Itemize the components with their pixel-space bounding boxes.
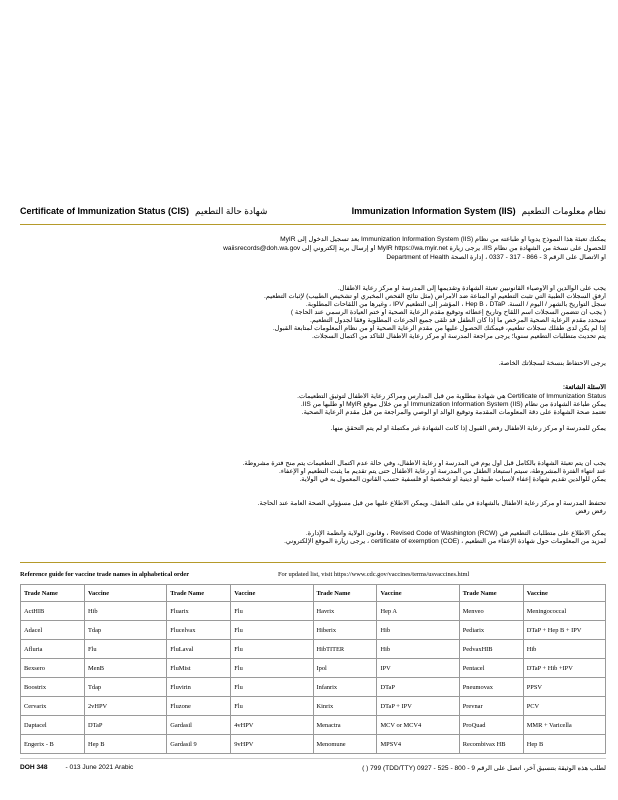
- column-header: Vaccine: [523, 585, 605, 602]
- keep-copy-note: يرجى الاحتفاظ بنسخة لسجلاتك الخاصة.: [498, 360, 606, 367]
- trade-name-cell: Hiberix: [313, 621, 377, 640]
- rcw-line: لمزيد من المعلومات حول شهادة الإعفاء من التطعيم ، certificate of exemption (COE) ، يرجى زيارة الموقع الإلكتروني.: [284, 538, 606, 545]
- trade-name-cell: Flucelvax: [167, 621, 231, 640]
- trade-name-cell: Adacel: [21, 621, 85, 640]
- vaccine-cell: MenB: [84, 659, 166, 678]
- faq-line: يمكن طباعة الشهادة من نظام Immunization Information System (IIS) أو من خلال موقع MyIR أو طلبها من IIS.: [300, 401, 606, 408]
- column-header: Trade Name: [459, 585, 523, 602]
- table-row: [21, 678, 606, 697]
- vaccine-cell: Flu: [231, 697, 313, 716]
- instructions-line: يتم تحديث متطلبات التطعيم سنوياً؛ يرجى مراجعة المدرسة أو مركز رعاية الأطفال للتأكد من اكتمال السجلات.: [311, 333, 606, 340]
- instructions-line: سيحدد مقدم الرعاية الصحية المرخص ما إذا كان الطفل قد تلقى جميع الجرعات المطلوبة وفقاً لجدول التطعيم.: [310, 317, 606, 324]
- footer-divider: [20, 758, 606, 759]
- trade-name-cell: HibTITER: [313, 640, 377, 659]
- vaccine-cell: Hib: [523, 640, 605, 659]
- vaccine-cell: DTaP: [377, 678, 459, 697]
- vaccine-cell: 9vHPV: [231, 735, 313, 754]
- vaccine-cell: DTaP + IPV: [377, 697, 459, 716]
- trade-name-cell: Pneumovax: [459, 678, 523, 697]
- vaccine-cell: Hib: [377, 640, 459, 659]
- table-row: [21, 621, 606, 640]
- vaccine-cell: IPV: [377, 659, 459, 678]
- vaccine-cell: Flu: [231, 602, 313, 621]
- header-left: [20, 206, 267, 217]
- vaccine-cell: Flu: [231, 640, 313, 659]
- vaccine-cell: MMR + Varicella: [523, 716, 605, 735]
- vaccine-cell: MPSV4: [377, 735, 459, 754]
- table-row: [21, 640, 606, 659]
- trade-name-cell: Kinrix: [313, 697, 377, 716]
- vaccine-cell: Meningococcal: [523, 602, 605, 621]
- intro-line-3: أو الاتصال على الرقم 3 - 866 - 317 - 0337 ، إدارة الصحة Department of Health: [386, 254, 606, 261]
- footer-date: - 013 June 2021 Arabic: [65, 764, 134, 771]
- column-header: Vaccine: [377, 585, 459, 602]
- table-row: [21, 659, 606, 678]
- trade-name-cell: Engerix - B: [21, 735, 85, 754]
- vaccine-reference-table: [20, 584, 606, 754]
- vaccine-cell: Hep A: [377, 602, 459, 621]
- records-line: رفض رفض: [575, 508, 606, 515]
- trade-name-cell: Pediarix: [459, 621, 523, 640]
- trade-name-cell: ActHIB: [21, 602, 85, 621]
- footer-phone-note: لطلب هذه الوثيقة بتنسيق آخر، اتصل على الرقم 9 - 800 - 525 - 0927 (TDD/TTY) 799 ( ): [362, 765, 606, 772]
- column-header: Trade Name: [21, 585, 85, 602]
- intro-line-1: يمكنك تعبئة هذا النموذج يدوياً أو طباعته من نظام Immunization Information System (IIS) بعد تسجيل الدخول إلى MyIR: [280, 236, 606, 243]
- faq-line: Certificate of Immunization Status هي شهادة مطلوبة من قبل المدارس ومراكز رعاية الأطفال لتوثيق التطعيمات.: [297, 393, 606, 400]
- trade-name-cell: Afluria: [21, 640, 85, 659]
- trade-name-cell: Daptacel: [21, 716, 85, 735]
- instructions-line: سجل التواريخ بالشهر / اليوم / السنة. Hep B ، DTaP ، المؤشر إلى التطعيم IPV ، وغيرها من اللقاحات المطلوبة.: [305, 301, 606, 308]
- trade-name-cell: Prevnar: [459, 697, 523, 716]
- vaccine-cell: Tdap: [84, 621, 166, 640]
- conditional-line: يمكن للوالدين تقديم شهادة إعفاء لأسباب طبية أو دينية أو شخصية أو فلسفية حسب القانون المعمول به في الولاية.: [299, 476, 606, 483]
- vaccine-cell: Hib: [84, 602, 166, 621]
- header-iis-en: Immunization Information System (IIS): [351, 205, 516, 216]
- header-right: [352, 206, 606, 217]
- vaccine-cell: DTaP: [84, 716, 166, 735]
- conditional-line: يجب أن يتم تعبئة الشهادة بالكامل قبل أول يوم في المدرسة أو رعاية الأطفال، وفي حالة عدم اكتمال التطعيمات يتم منح فترة مشروطة.: [242, 460, 606, 467]
- trade-name-cell: ProQuad: [459, 716, 523, 735]
- column-header: Trade Name: [167, 585, 231, 602]
- table-row: [21, 716, 606, 735]
- trade-name-cell: Boostrix: [21, 678, 85, 697]
- trade-name-cell: Fluvirin: [167, 678, 231, 697]
- vaccine-cell: PCV: [523, 697, 605, 716]
- conditional-line: عند انتهاء الفترة المشروطة، سيتم استبعاد الطفل من المدرسة أو رعاية الأطفال حتى يتم تقديم ما يثبت التطعيم أو الإعفاء.: [279, 468, 606, 475]
- intro-line-2: للحصول على نسخة من الشهادة من نظام IIS، يرجى زيارة MyIR https://wa.myir.net أو إرسال بريد إلكتروني إلى waiisrecords@doh.wa.gov: [223, 245, 606, 252]
- vaccine-cell: MCV or MCV4: [377, 716, 459, 735]
- faq-line: يمكن للمدرسة أو مركز رعاية الأطفال رفض القبول إذا كانت الشهادة غير مكتملة أو لم يتم التحقق منها.: [330, 425, 606, 432]
- vaccine-cell: Hib: [377, 621, 459, 640]
- vaccine-cell: Flu: [84, 640, 166, 659]
- table-row: [21, 735, 606, 754]
- header-title-en: Certificate of Immunization Status (CIS): [20, 205, 190, 216]
- trade-name-cell: Fluzone: [167, 697, 231, 716]
- faq-line: تعتمد صحة الشهادة على دقة المعلومات المقدمة وتوقيع الوالد أو الوصي والمراجعة من قبل مقدم الرعاية الصحية.: [301, 409, 606, 416]
- trade-name-cell: Menomune: [313, 735, 377, 754]
- trade-name-cell: FluLaval: [167, 640, 231, 659]
- trade-name-cell: Bexsero: [21, 659, 85, 678]
- trade-name-cell: Recombivax HB: [459, 735, 523, 754]
- footer: [20, 764, 606, 772]
- trade-name-cell: FluMist: [167, 659, 231, 678]
- vaccine-cell: Hep B: [84, 735, 166, 754]
- table-body: [21, 602, 606, 754]
- column-header: Trade Name: [313, 585, 377, 602]
- header-iis-ar: نظام معلومات التطعيم: [521, 205, 606, 216]
- trade-name-cell: Fluarix: [167, 602, 231, 621]
- vaccine-cell: Flu: [231, 659, 313, 678]
- vaccine-cell: 4vHPV: [231, 716, 313, 735]
- footer-doc-id: DOH 348: [20, 764, 48, 771]
- reference-url[interactable]: For updated list, visit https://www.cdc.gov/vaccines/terms/usvaccines.html: [278, 571, 470, 578]
- instructions-line: ( يجب أن تتضمن السجلات اسم اللقاح وتاريخ إعطائه وتوقيع مقدم الرعاية الصحية أو ختم العيادة الرسمي عند الحاجة ): [290, 309, 606, 316]
- trade-name-cell: Gardasil: [167, 716, 231, 735]
- vaccine-cell: DTaP + Hep B + IPV: [523, 621, 605, 640]
- trade-name-cell: Ipol: [313, 659, 377, 678]
- vaccine-cell: 2vHPV: [84, 697, 166, 716]
- vaccine-cell: Flu: [231, 678, 313, 697]
- certificate-header: [20, 198, 606, 225]
- faq-heading: الأسئلة الشائعة:: [562, 384, 606, 391]
- table-row: [21, 602, 606, 621]
- instructions-line: إذا لم يكن لدى طفلك سجلات تطعيم، فيمكنك الحصول عليها من مقدم الرعاية الصحية أو من نظام المعلومات لمتابعة القبول.: [272, 325, 606, 332]
- vaccine-cell: DTaP + Hib +IPV: [523, 659, 605, 678]
- section-divider: [20, 562, 606, 563]
- vaccine-cell: Flu: [231, 621, 313, 640]
- instructions-line: يجب على الوالدين أو الأوصياء القانونيين تعبئة الشهادة وتقديمها إلى المدرسة أو مركز رعاية الأطفال.: [337, 285, 606, 292]
- trade-name-cell: Menactra: [313, 716, 377, 735]
- trade-name-cell: Havrix: [313, 602, 377, 621]
- vaccine-cell: PPSV: [523, 678, 605, 697]
- trade-name-cell: Cervarix: [21, 697, 85, 716]
- trade-name-cell: PedvaxHIB: [459, 640, 523, 659]
- rcw-line: يمكن الاطلاع على متطلبات التطعيم في Revised Code of Washington (RCW) ، وقانون الولاية وأنظمة الإدارة.: [305, 530, 606, 537]
- column-header: Vaccine: [231, 585, 313, 602]
- header-title-ar: شهادة حالة التطعيم: [195, 205, 268, 216]
- column-header: Vaccine: [84, 585, 166, 602]
- trade-name-cell: Infanrix: [313, 678, 377, 697]
- vaccine-cell: Hep B: [523, 735, 605, 754]
- trade-name-cell: Pentacel: [459, 659, 523, 678]
- vaccine-cell: Tdap: [84, 678, 166, 697]
- instructions-line: أرفق السجلات الطبية التي تثبت التطعيم أو المناعة ضد الأمراض (مثل نتائج الفحص المخبري أو تشخيص الطبيب) لإثبات التطعيم.: [264, 293, 606, 300]
- reference-title: Reference guide for vaccine trade names in alphabetical order: [20, 571, 190, 578]
- table-header-row: [21, 585, 606, 602]
- trade-name-cell: Gardasil 9: [167, 735, 231, 754]
- trade-name-cell: Menveo: [459, 602, 523, 621]
- table-row: [21, 697, 606, 716]
- records-line: تحتفظ المدرسة أو مركز رعاية الأطفال بالشهادة في ملف الطفل، ويمكن الاطلاع عليها من قبل مسؤولي الصحة العامة عند الحاجة.: [257, 500, 606, 507]
